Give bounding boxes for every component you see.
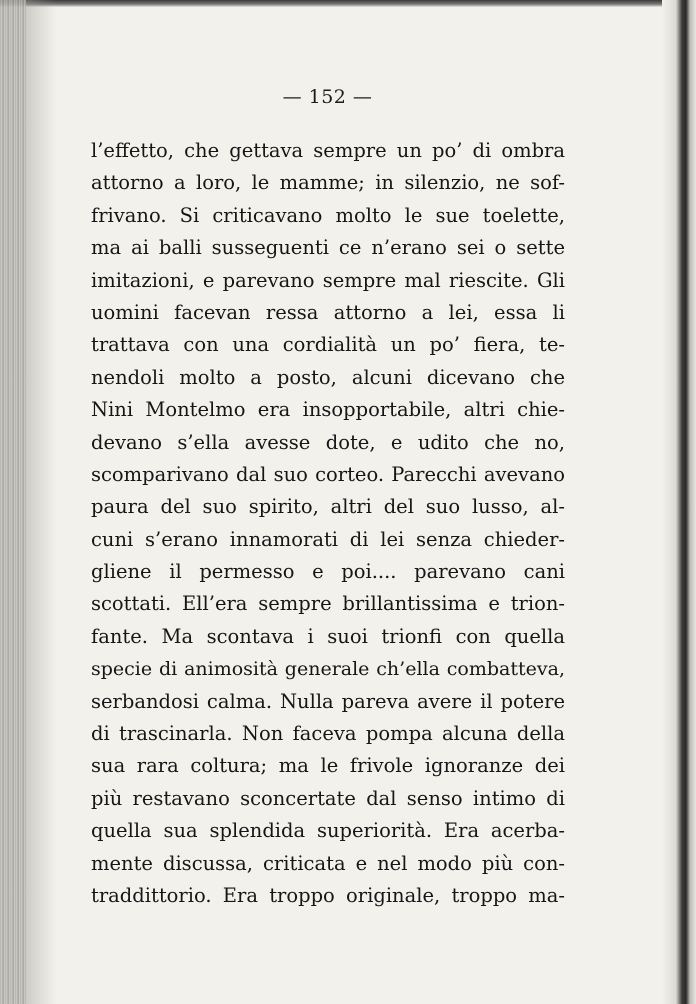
text-line: specie di animosità generale ch’ella combatteva,	[91, 658, 565, 681]
text-line: di trascinarla. Non faceva pompa alcuna della	[91, 722, 565, 746]
text-line: quella sua splendida superiorità. Era acerba-	[91, 819, 565, 843]
text-line: devano s’ella avesse dote, e udito che no,	[91, 430, 565, 454]
text-line: serbandosi calma. Nulla pareva avere il potere	[91, 689, 565, 713]
text-line: ma ai balli susseguenti ce n’erano sei o sette	[91, 236, 565, 260]
text-line: uomini facevan ressa attorno a lei, essa li	[91, 300, 565, 324]
text-line: cuni s’erano innamorati di lei senza chieder-	[91, 527, 565, 551]
text-line: attorno a loro, le mamme; in silenzio, ne sof-	[91, 171, 565, 195]
text-line: frivano. Si criticavano molto le sue toelette,	[91, 203, 565, 227]
page-right-edge	[662, 0, 696, 1004]
text-line: Nini Montelmo era insopportabile, altri chie-	[91, 398, 565, 422]
text-line: mente discussa, criticata e nel modo più con-	[91, 851, 565, 875]
text-line: fante. Ma scontava i suoi trionfi con quella	[91, 624, 565, 648]
text-line: scottati. Ell’era sempre brillantissima e trion-	[91, 592, 565, 616]
text-line: l’effetto, che gettava sempre un po’ di ombra	[91, 139, 565, 162]
text-line: paura del suo spirito, altri del suo lusso, al-	[91, 495, 565, 519]
text-line: scomparivano dal suo corteo. Parecchi avevano	[91, 462, 565, 486]
page-number: — 152 —	[282, 86, 373, 108]
text-line: sua rara coltura; ma le frivole ignoranze dei	[91, 754, 565, 778]
body-text	[91, 135, 565, 912]
text-line: gliene il permesso e poi.... parevano cani	[91, 560, 565, 584]
text-line: più restavano sconcertate dal senso intimo di	[91, 786, 565, 810]
text-line: trattava con una cordialità un po’ fiera, te-	[91, 333, 565, 357]
page-top-edge	[0, 0, 696, 7]
text-line: traddittorio. Era troppo originale, troppo ma-	[91, 883, 565, 907]
book-gutter	[0, 0, 26, 1004]
gutter-shadow	[26, 0, 56, 1004]
text-line: nendoli molto a posto, alcuni dicevano che	[91, 365, 565, 389]
text-line: imitazioni, e parevano sempre mal riescite. Gli	[91, 268, 565, 292]
